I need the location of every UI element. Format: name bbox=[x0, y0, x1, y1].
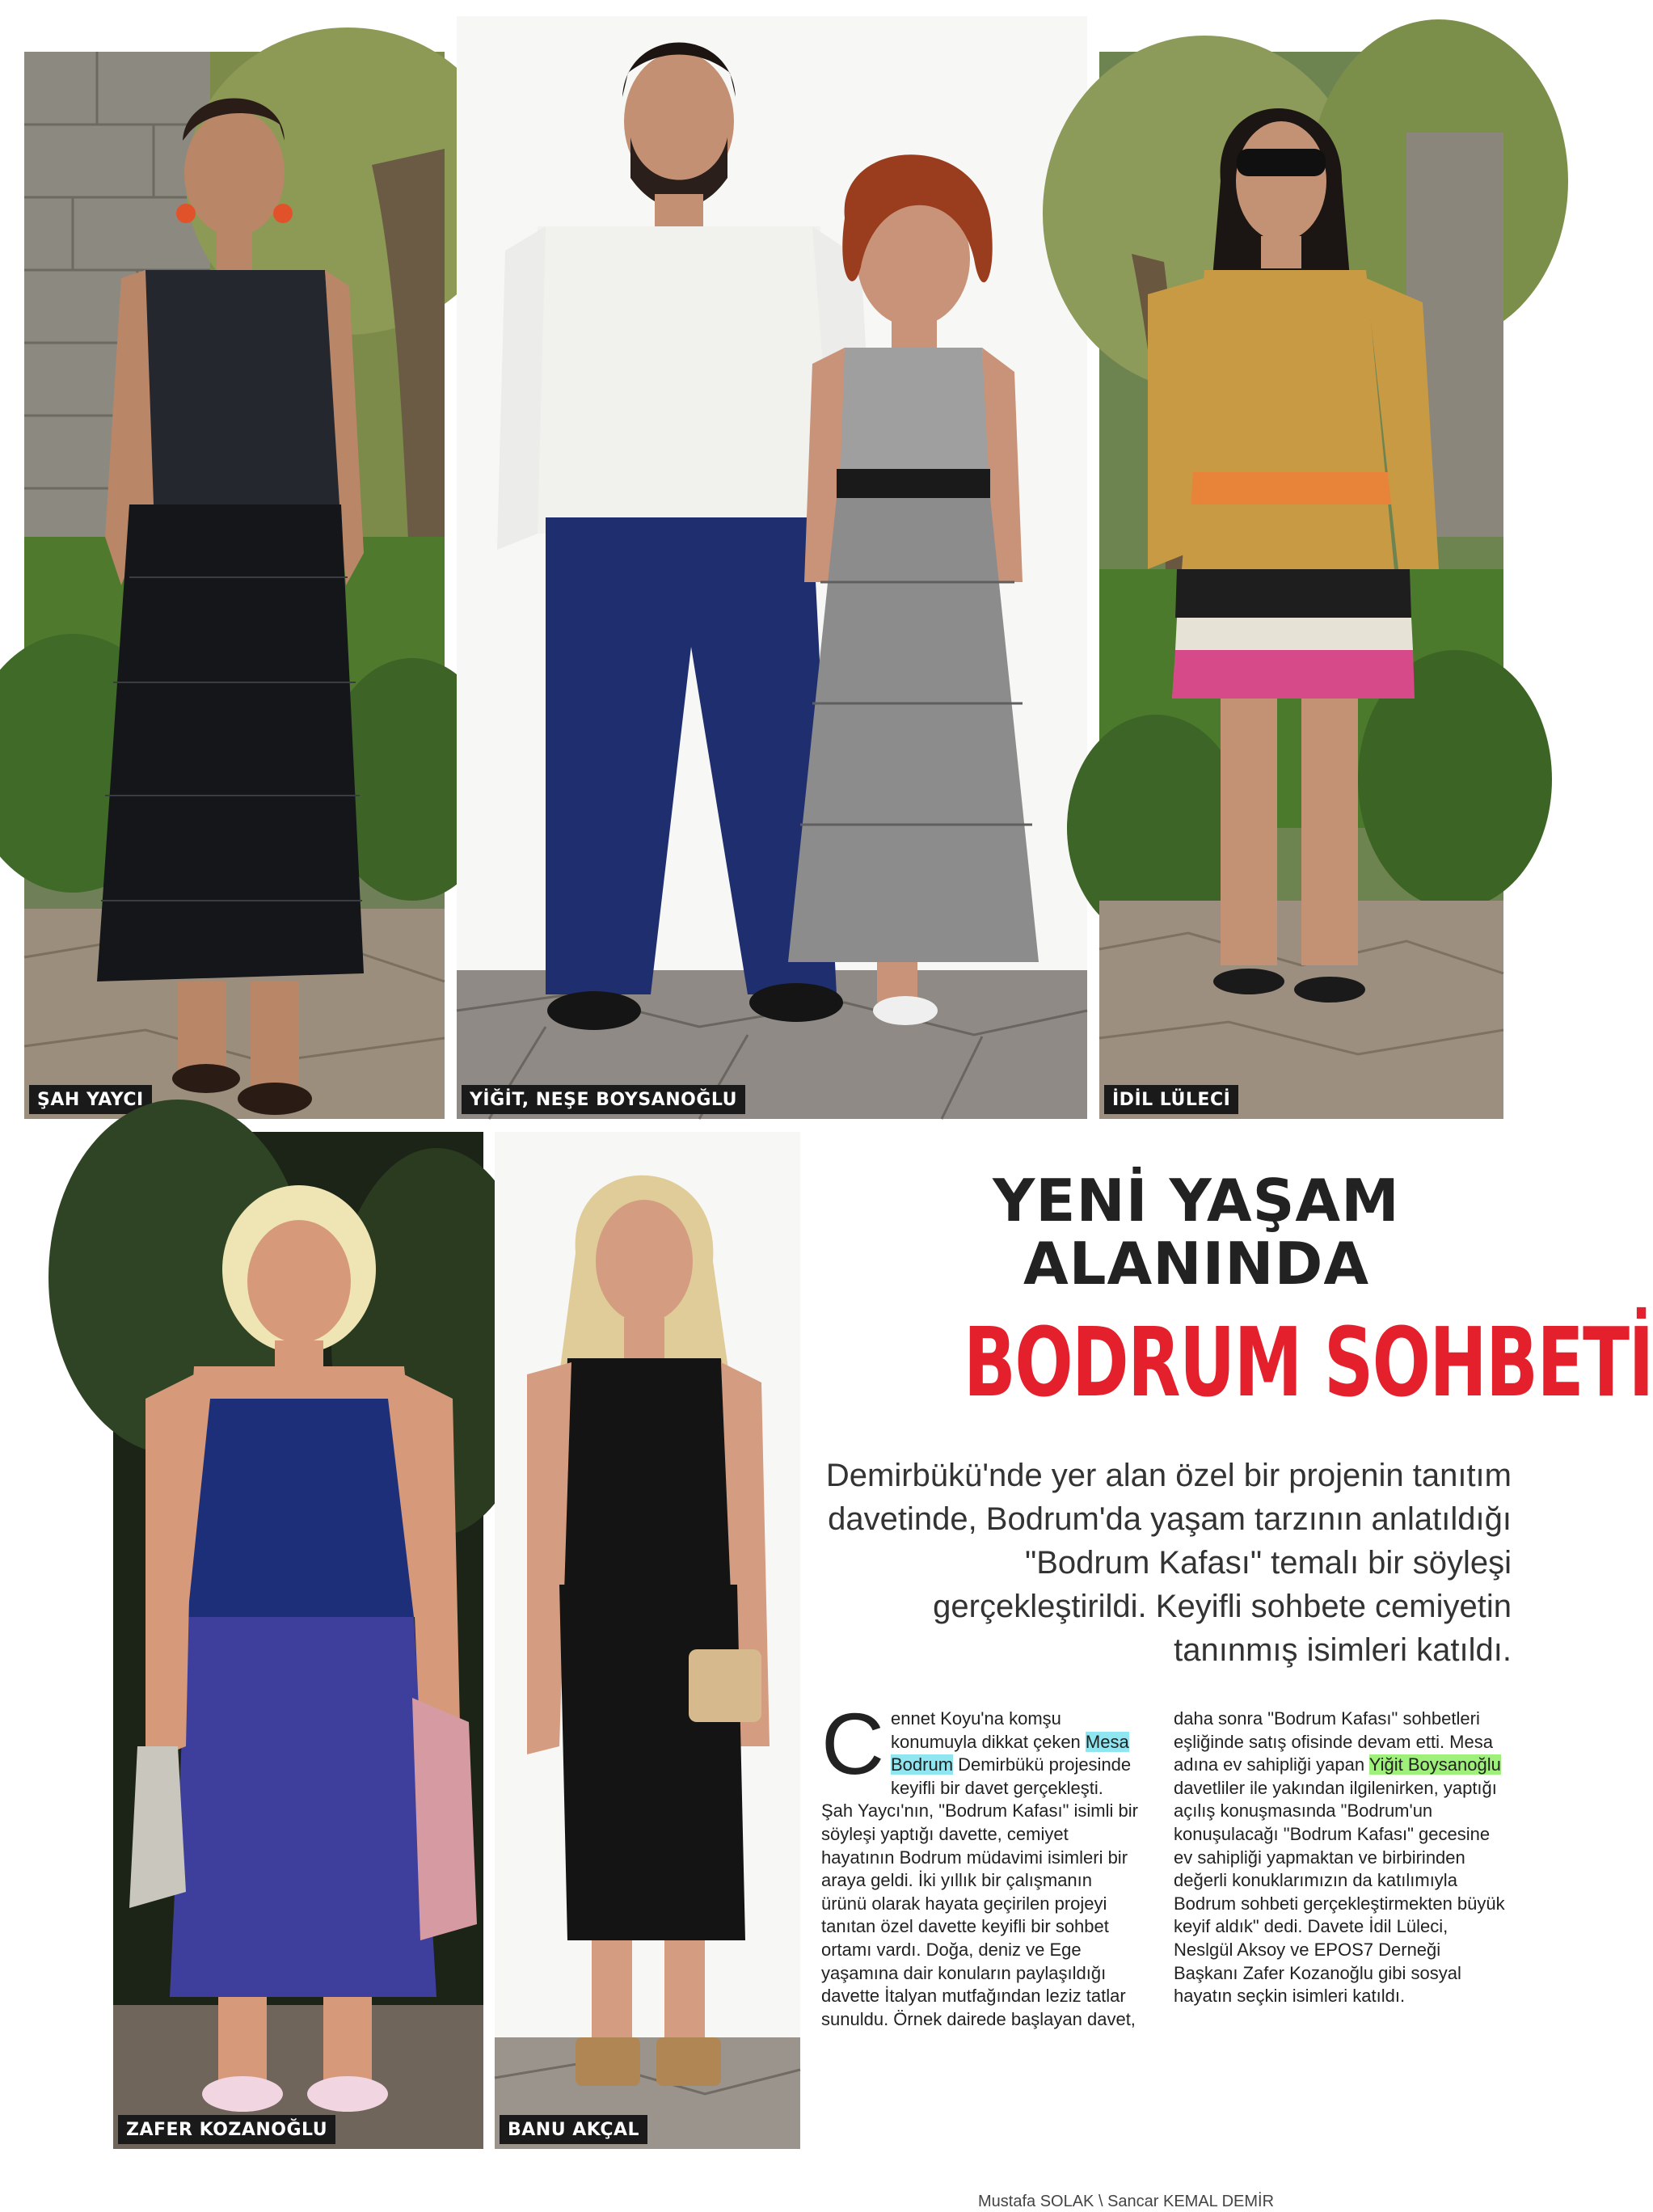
body-paragraph-2 bbox=[1174, 1708, 1505, 2008]
caption-sah-yayci: ŞAH YAYCI bbox=[29, 1085, 152, 1114]
photo-sah-yayci-image bbox=[24, 52, 445, 1119]
body-column-1 bbox=[821, 1695, 1140, 2031]
body-column-2 bbox=[1174, 1708, 1505, 2008]
caption-zafer-kozanoglu: ZAFER KOZANOĞLU bbox=[118, 2115, 335, 2144]
body-col1-text-a: ennet Koyu'na komşu konumuyla dikkat çeken bbox=[891, 1708, 1086, 1752]
drop-cap: C bbox=[821, 1695, 884, 1792]
photo-credit: Mustafa SOLAK \ Sancar KEMAL DEMİR bbox=[978, 2193, 1275, 2210]
highlight-yigit-boysanoglu: Yiğit Boysanoğlu bbox=[1368, 1754, 1501, 1775]
body-col2-text-b: davetliler ile yakından ilgilenirken, yaptığı açılış konuşmasında "Bodrum'un konuşulacağı "Bodrum Kafası" gecesine ev sahipliği yapmaktan ve birbirinden değerli konuklarımızın da katılımıyla Bodrum sohbeti gerçekleştirmekten büyük keyif aldık" dedi. Davete İdil Lüleci, Neslgül Aksoy ve EPOS7 Derneği Başkanı Zafer Kozanoğlu gibi sosyal hayatın seçkin isimleri katıldı. bbox=[1174, 1777, 1505, 2007]
caption-banu-akcal: BANU AKÇAL bbox=[500, 2115, 647, 2144]
photo-sah-yayci bbox=[24, 52, 445, 1119]
body-paragraph-1 bbox=[821, 1695, 1140, 2031]
caption-yigit-nese-boysanoglu: YİĞİT, NEŞE BOYSANOĞLU bbox=[462, 1085, 745, 1114]
photo-idil-luleci bbox=[1099, 52, 1503, 1119]
photo-zafer-kozanoglu bbox=[113, 1132, 483, 2149]
photo-zafer-kozanoglu-image bbox=[113, 1132, 483, 2149]
body-col2-text-a: daha sonra "Bodrum Kafası" sohbetleri eşliğinde satış ofisinde devam etti. Mesa adına ev sahipliği yapan bbox=[1174, 1708, 1493, 1775]
intro-paragraph: Demirbükü'nde yer alan özel bir projenin tanıtım davetinde, Bodrum'da yaşam tarzının anlatıldığı "Bodrum Kafası" temalı bir söyleşi gerçekleştirildi. Keyifli sohbete cemiyetin tanınmış isimleri katıldı. bbox=[825, 1458, 1512, 1668]
photo-banu-akcal-image bbox=[495, 1132, 800, 2149]
headline-red: BODRUM SOHBETİ bbox=[964, 1307, 1653, 1418]
photo-yigit-nese-boysanoglu bbox=[457, 16, 1087, 1119]
body-col1-text-b: Demirbükü projesinde keyifli bir davet gerçekleşti. Şah Yaycı'nın, "Bodrum Kafası" isimli bir söyleşi yaptığı davette, cemiyet hayatının Bodrum müdavimi isimleri bir araya geldi. İki yıllık bir çalışmanın ürünü olarak hayata geçirilen projeyi tanıtan özel davette keyifli bir sohbet ortamı vardı. Doğa, deniz ve Ege yaşamına dair konuların paylaşıldığı davette İtalyan mutfağından leziz tatlar sunuldu. Örnek dairede başlayan davet, bbox=[821, 1754, 1138, 2029]
photo-idil-luleci-image bbox=[1099, 52, 1503, 1119]
photo-yigit-nese-image bbox=[457, 16, 1087, 1119]
headline-line-2: ALANINDA bbox=[1023, 1230, 1370, 1298]
headline-line-1: YENİ YAŞAM bbox=[993, 1167, 1400, 1235]
photo-banu-akcal bbox=[495, 1132, 800, 2149]
caption-idil-luleci: İDİL LÜLECİ bbox=[1104, 1085, 1238, 1114]
highlight-mesa-bodrum: Mesa Bodrum bbox=[891, 1731, 1129, 1775]
